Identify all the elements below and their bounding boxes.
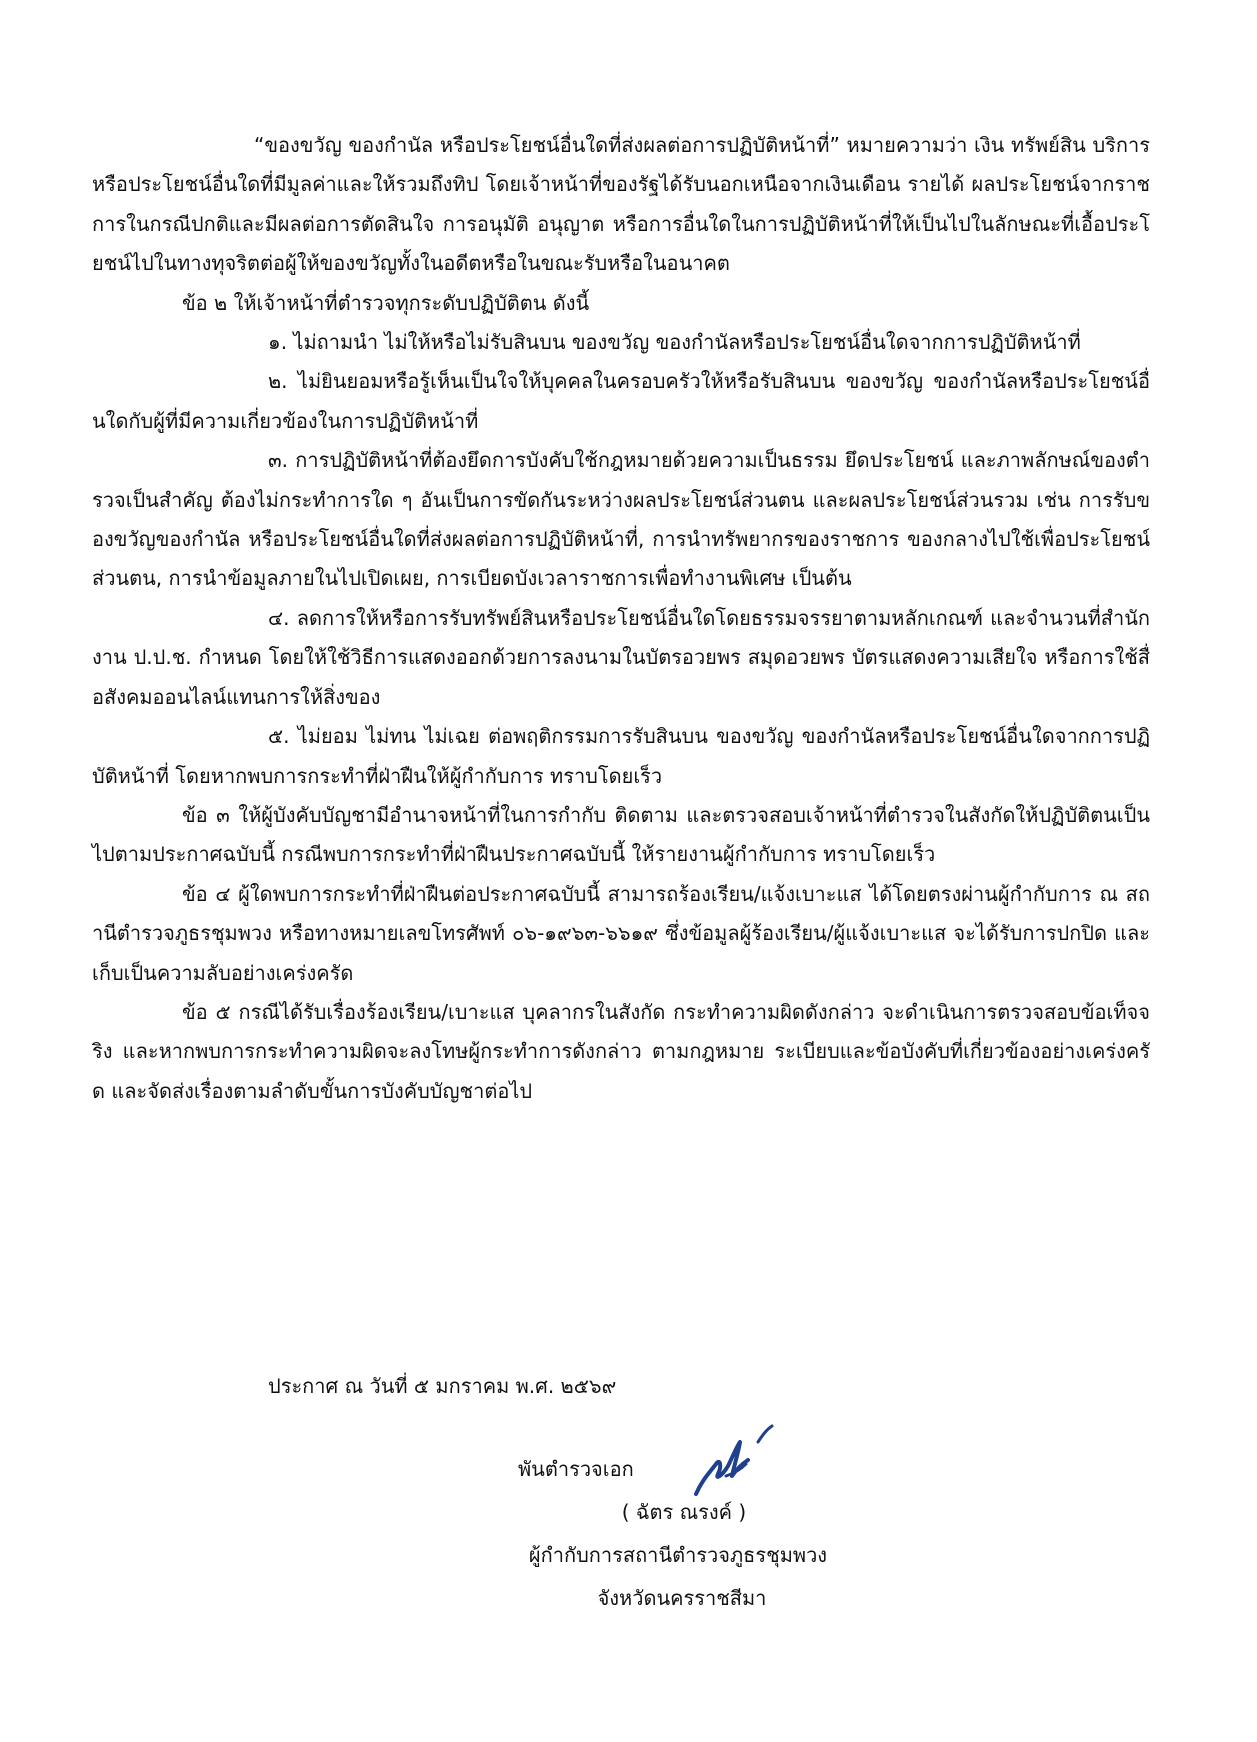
signer-position: ผู้กำกับการสถานีตำรวจภูธรชุมพวง: [528, 1543, 828, 1567]
clause-2-item-2: ๒. ไม่ยินยอมหรือรู้เห็นเป็นใจให้บุคคลในครอบครัวให้หรือรับสินบน ของขวัญ ของกำนัลหรือประโยชน์อื่นใดกับผู้ที่มีความเกี่ยวข้องในการปฏิบัติหน้าที่: [92, 369, 1150, 433]
clause-2-heading: ข้อ ๒ ให้เจ้าหน้าที่ตำรวจทุกระดับปฏิบัติตน ดังนี้: [182, 290, 590, 315]
clause-2-item-3: ๓. การปฏิบัติหน้าที่ต้องยึดการบังคับใช้กฎหมายด้วยความเป็นธรรม ยึดประโยชน์ และภาพลักษณ์ของตำรวจเป็นสำคัญ ต้องไม่กระทำการใด ๆ อันเป็นการขัดกันระหว่างผลประโยชน์ส่วนตน และผลประโยชน์ส่วนรวม เช่น การรับของขวัญของกำนัล หรือประโยชน์อื่นใดที่ส่งผลต่อการปฏิบัติหน้าที่, การนำทรัพยากรของราชการ ของกลางไปใช้เพื่อประโยชน์ส่วนตน, การนำข้อมูลภายในไปเปิดเผย, การเบียดบังเวลาราชการเพื่อทำงานพิเศษ เป็นต้น: [92, 448, 1150, 591]
document-body: [92, 126, 1150, 1111]
definition-paragraph: “ของขวัญ ของกำนัล หรือประโยชน์อื่นใดที่ส่งผลต่อการปฏิบัติหน้าที่” หมายความว่า เงิน ทรัพย์สิน บริการหรือประโยชน์อื่นใดที่มีมูลค่าและให้รวมถึงทิป โดยเจ้าหน้าที่ของรัฐได้รับนอกเหนือจากเงินเดือน รายได้ ผลประโยชน์จากราชการในกรณีปกติและมีผลต่อการตัดสินใจ การอนุมัติ อนุญาต หรือการอื่นใดในการปฏิบัติหน้าที่ให้เป็นไปในลักษณะที่เอื้อประโยชน์ไปในทางทุจริตต่อผู้ให้ของขวัญทั้งในอดีตหรือในขณะรับหรือในอนาคต: [92, 133, 1150, 276]
signer-rank: พันตำรวจเอก: [518, 1457, 634, 1481]
clause-2-item-5: ๕. ไม่ยอม ไม่ทน ไม่เฉย ต่อพฤติกรรมการรับสินบน ของขวัญ ของกำนัลหรือประโยชน์อื่นใดจากการปฏิบัติหน้าที่ โดยหากพบการกระทำที่ฝ่าฝืนให้ผู้กำกับการ ทราบโดยเร็ว: [92, 724, 1150, 788]
clause-2-item-1: ๑. ไม่ถามนำ ไม่ให้หรือไม่รับสินบน ของขวัญ ของกำนัลหรือประโยชน์อื่นใดจากการปฏิบัติหน้าที่: [268, 330, 1081, 355]
signer-province: จังหวัดนครราชสีมา: [597, 1586, 767, 1610]
announce-date: ประกาศ ณ วันที่ ๕ มกราคม พ.ศ. ๒๕๖๙: [268, 1374, 617, 1398]
clause-2-item-4: ๔. ลดการให้หรือการรับทรัพย์สินหรือประโยชน์อื่นใดโดยธรรมจรรยาตามหลักเกณฑ์ และจำนวนที่สำนักงาน ป.ป.ช. กำหนด โดยให้ใช้วิธีการแสดงออกด้วยการลงนามในบัตรอวยพร สมุดอวยพร บัตรแสดงความเสียใจ หรือการใช้สื่อสังคมออนไลน์แทนการให้สิ่งของ: [92, 605, 1150, 709]
handwritten-signature: [680, 1420, 790, 1500]
signature-block: [0, 1370, 1257, 1710]
signer-name: ( ฉัตร ณรงค์ ): [621, 1500, 747, 1524]
clause-3: ข้อ ๓ ให้ผู้บังคับบัญชามีอำนาจหน้าที่ในการกำกับ ติดตาม และตรวจสอบเจ้าหน้าที่ตำรวจในสังกัดให้ปฏิบัติตนเป็นไปตามประกาศฉบับนี้ กรณีพบการกระทำที่ฝ่าฝืนประกาศฉบับนี้ ให้รายงานผู้กำกับการ ทราบโดยเร็ว: [92, 802, 1150, 867]
clause-4: ข้อ ๔ ผู้ใดพบการกระทำที่ฝ่าฝืนต่อประกาศฉบับนี้ สามารถร้องเรียน/แจ้งเบาะแส ได้โดยตรงผ่านผู้กำกับการ ณ สถานีตำรวจภูธรชุมพวง หรือทางหมายเลขโทรศัพท์ ๐๖-๑๙๖๓-๖๖๑๙ ซึ่งข้อมูลผู้ร้องเรียน/ผู้แจ้งเบาะแส จะได้รับการปกปิด และเก็บเป็นความลับอย่างเคร่งครัด: [92, 881, 1150, 985]
clause-5: ข้อ ๕ กรณีได้รับเรื่องร้องเรียน/เบาะแส บุคลากรในสังกัด กระทำความผิดดังกล่าว จะดำเนินการตรวจสอบข้อเท็จจริง และหากพบการกระทำความผิดจะลงโทษผู้กระทำการดังกล่าว ตามกฎหมาย ระเบียบและข้อบังคับที่เกี่ยวข้องอย่างเคร่งครัด และจัดส่งเรื่องตามลำดับขั้นการบังคับบัญชาต่อไป: [92, 999, 1150, 1103]
